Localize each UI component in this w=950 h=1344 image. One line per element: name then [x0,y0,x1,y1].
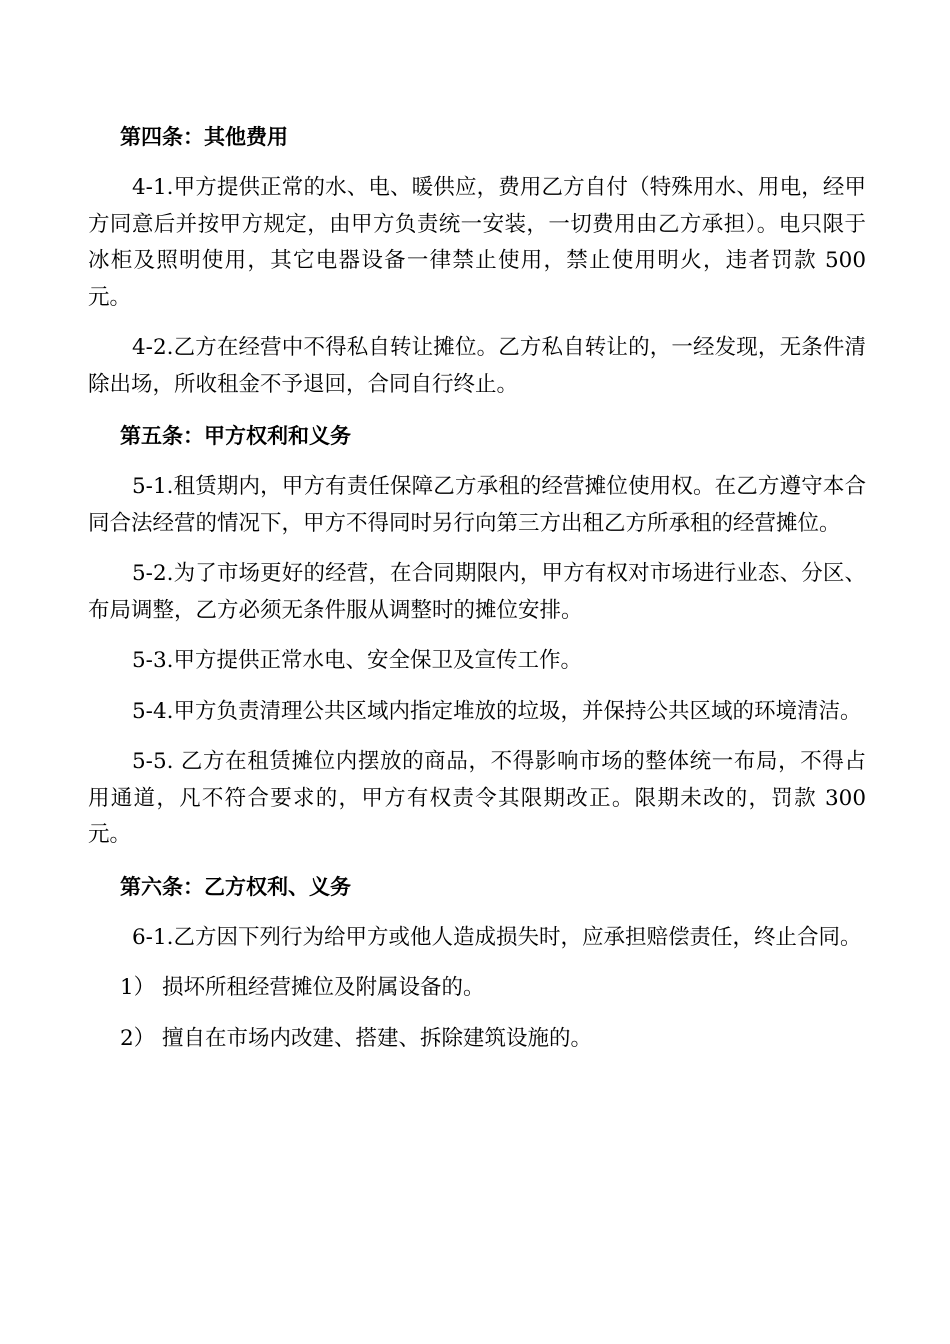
clause-5-5: 5-5. 乙方在租赁摊位内摆放的商品，不得影响市场的整体统一布局，不得占用通道，凡不符合要求的，甲方有权责令其限期改正。限期未改的，罚款 300 元。 [88,749,866,847]
list-item-6-1-1: 1） 损坏所租经营摊位及附属设备的。 [120,975,485,1000]
document-body [88,118,866,1071]
section-heading-article-6: 第六条：乙方权利、义务 [120,874,351,899]
section-heading-article-5: 第五条：甲方权利和义务 [120,424,351,448]
clause-4-1: 4-1.甲方提供正常的水、电、暖供应，费用乙方自付（特殊用水、用电，经甲方同意后并按甲方规定，由甲方负责统一安装，一切费用由乙方承担）。电只限于冰柜及照明使用，其它电器设备一律禁止使用，禁止使用明火，违者罚款 500 元。 [88,175,866,310]
clause-4-2: 4-2.乙方在经营中不得私自转让摊位。乙方私自转让的，一经发现，无条件清除出场，所收租金不予退回，合同自行终止。 [88,335,866,397]
clause-5-2: 5-2.为了市场更好的经营，在合同期限内，甲方有权对市场进行业态、分区、布局调整，乙方必须无条件服从调整时的摊位安排。 [88,561,866,623]
clause-5-1: 5-1.租赁期内，甲方有责任保障乙方承租的经营摊位使用权。在乙方遵守本合同合法经营的情况下，甲方不得同时另行向第三方出租乙方所承租的经营摊位。 [88,474,866,536]
section-heading-article-4: 第四条：其他费用 [120,125,288,149]
list-item-6-1-2: 2） 擅自在市场内改建、搭建、拆除建筑设施的。 [120,1025,593,1051]
clause-6-1: 6-1.乙方因下列行为给甲方或他人造成损失时，应承担赔偿责任，终止合同。 [132,924,862,950]
clause-5-4: 5-4.甲方负责清理公共区域内指定堆放的垃圾，并保持公共区域的环境清洁。 [132,698,862,724]
clause-5-3: 5-3.甲方提供正常水电、安全保卫及宣传工作。 [132,648,582,673]
